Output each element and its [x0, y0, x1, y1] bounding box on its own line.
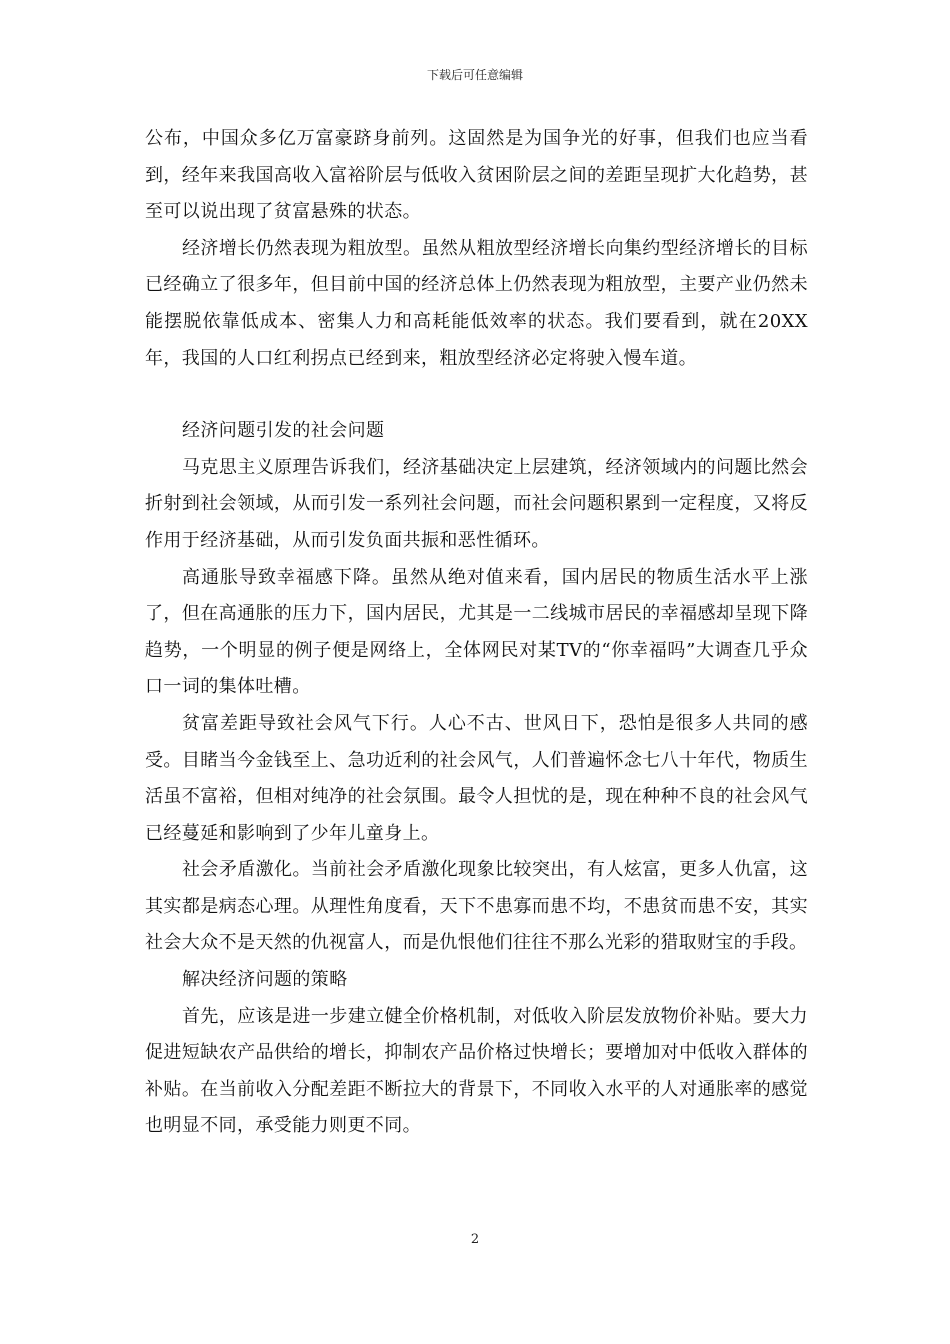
- page-number: 2: [470, 1232, 480, 1247]
- paragraph-wealth-gap: 贫富差距导致社会风气下行。人心不古、世风日下，恐怕是很多人共同的感受。目睹当今金钱至上、急功近利的社会风气，人们普遍怀念七八十年代，物质生活虽不富裕，但相对纯净的社会氛围。最令人担忧的是，现在种种不良的社会风气已经蔓延和影响到了少年儿童身上。: [145, 712, 808, 844]
- section-heading-strategies: 解决经济问题的策略: [182, 969, 348, 991]
- page-header: 下载后可任意编辑: [426, 68, 523, 82]
- paragraph-gap: [145, 377, 808, 413]
- section-heading-social-problems: 经济问题引发的社会问题: [182, 420, 385, 442]
- paragraph-price-mechanism: 首先，应该是进一步建立健全价格机制，对低收入阶层发放物价补贴。要大力促进短缺农产品供给的增长，抑制农产品价格过快增长；要增加对中低收入群体的补贴。在当前收入分配差距不断拉大的背景下，不同收入水平的人对通胀率的感觉也明显不同，承受能力则更不同。: [145, 1005, 808, 1137]
- paragraph-extensive-growth: 经济增长仍然表现为粗放型。虽然从粗放型经济增长向集约型经济增长的目标已经确立了很多年，但目前中国的经济总体上仍然表现为粗放型，主要产业仍然未能摆脱依靠低成本、密集人力和高耗能低效率的状态。我们要看到，就在20XX年，我国的人口红利拐点已经到来，粗放型经济必定将驶入慢车道。: [145, 237, 808, 369]
- paragraph-social-conflict: 社会矛盾激化。当前社会矛盾激化现象比较突出，有人炫富，更多人仇富，这其实都是病态心理。从理性角度看，天下不患寡而患不均，不患贫而患不安，其实社会大众不是天然的仇视富人，而是仇恨他们往往不那么光彩的猎取财宝的手段。: [145, 859, 808, 954]
- paragraph-inflation: 高通胀导致幸福感下降。虽然从绝对值来看，国内居民的物质生活水平上涨了，但在高通胀的压力下，国内居民，尤其是一二线城市居民的幸福感却呈现下降趋势，一个明显的例子便是网络上，全体网民对某TV的“你幸福吗”大调查几乎众口一词的集体吐槽。: [145, 566, 808, 698]
- document-body: [145, 121, 808, 1145]
- paragraph-marxism: 马克思主义原理告诉我们，经济基础决定上层建筑，经济领域内的问题比然会折射到社会领域，从而引发一系列社会问题，而社会问题积累到一定程度，又将反作用于经济基础，从而引发负面共振和恶性循环。: [145, 456, 808, 551]
- paragraph-continuation: 公布，中国众多亿万富豪跻身前列。这固然是为国争光的好事，但我们也应当看到，经年来我国高收入富裕阶层与低收入贫困阶层之间的差距呈现扩大化趋势，甚至可以说出现了贫富悬殊的状态。: [145, 128, 808, 223]
